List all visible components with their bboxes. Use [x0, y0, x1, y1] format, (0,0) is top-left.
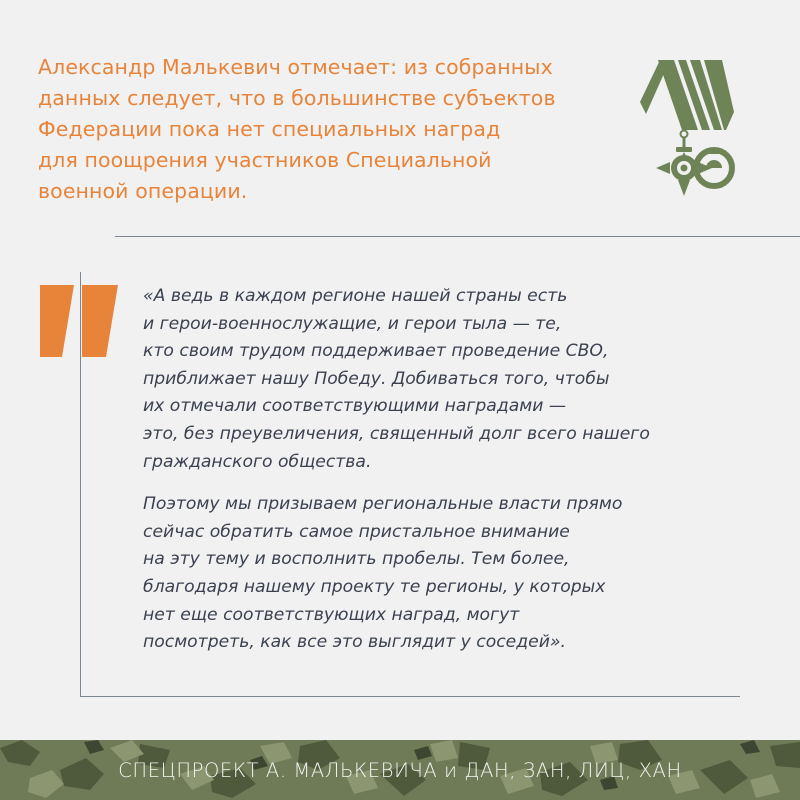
- headline: [38, 52, 638, 207]
- quote-frame-bottom: [80, 696, 740, 697]
- footer-banner: [0, 740, 800, 800]
- medal-icon: [640, 52, 740, 202]
- quote-line: посмотреть, как все это выглядит у соседей».: [143, 632, 566, 653]
- quote-line: на эту тему и восполнить пробелы. Тем более,: [143, 549, 570, 570]
- medal-ribbon: [640, 60, 734, 130]
- quote-line: «А ведь в каждом регионе нашей страны есть: [143, 286, 568, 306]
- headline-line: военной операции.: [38, 179, 248, 203]
- headline-line: Александр Малькевич отмечает: из собранных: [38, 55, 553, 79]
- quote-paragraph-1: [143, 283, 783, 476]
- headline-line: данных следует, что в большинстве субъектов: [38, 86, 556, 110]
- quote-line: и герои-военнослужащие, и герои тыла — те,: [143, 313, 562, 334]
- quote-line: благодаря нашему проекту те регионы, у которых: [143, 576, 606, 597]
- quote-icon: [40, 285, 118, 357]
- top-divider: [115, 236, 800, 237]
- quote-line: нет еще соответствующих наград, могут: [143, 604, 520, 625]
- medal-pendant: [656, 131, 732, 197]
- footer-text: СПЕЦПРОЕКТ А. МАЛЬКЕВИЧА и ДАН, ЗАН, ЛИЦ, ХАН: [118, 759, 682, 782]
- quote-line: сейчас обратить самое пристальное внимание: [143, 521, 570, 542]
- quote-line: это, без преувеличения, священный долг всего нашего: [143, 423, 650, 444]
- quote-line: Поэтому мы призываем региональные власти прямо: [143, 494, 623, 515]
- headline-line: для поощрения участников Специальной: [38, 148, 492, 172]
- quote-line: их отмечали соответствующими наградами —: [143, 396, 567, 417]
- headline-line: Федерации пока нет специальных наград: [38, 117, 501, 141]
- quote-body: [143, 283, 783, 657]
- quote-line: кто своим трудом поддерживает проведение СВО,: [143, 341, 609, 362]
- quote-paragraph-2: [143, 491, 783, 657]
- quote-line: гражданского общества.: [143, 451, 372, 472]
- quote-line: приближает нашу Победу. Добиваться того, чтобы: [143, 368, 610, 389]
